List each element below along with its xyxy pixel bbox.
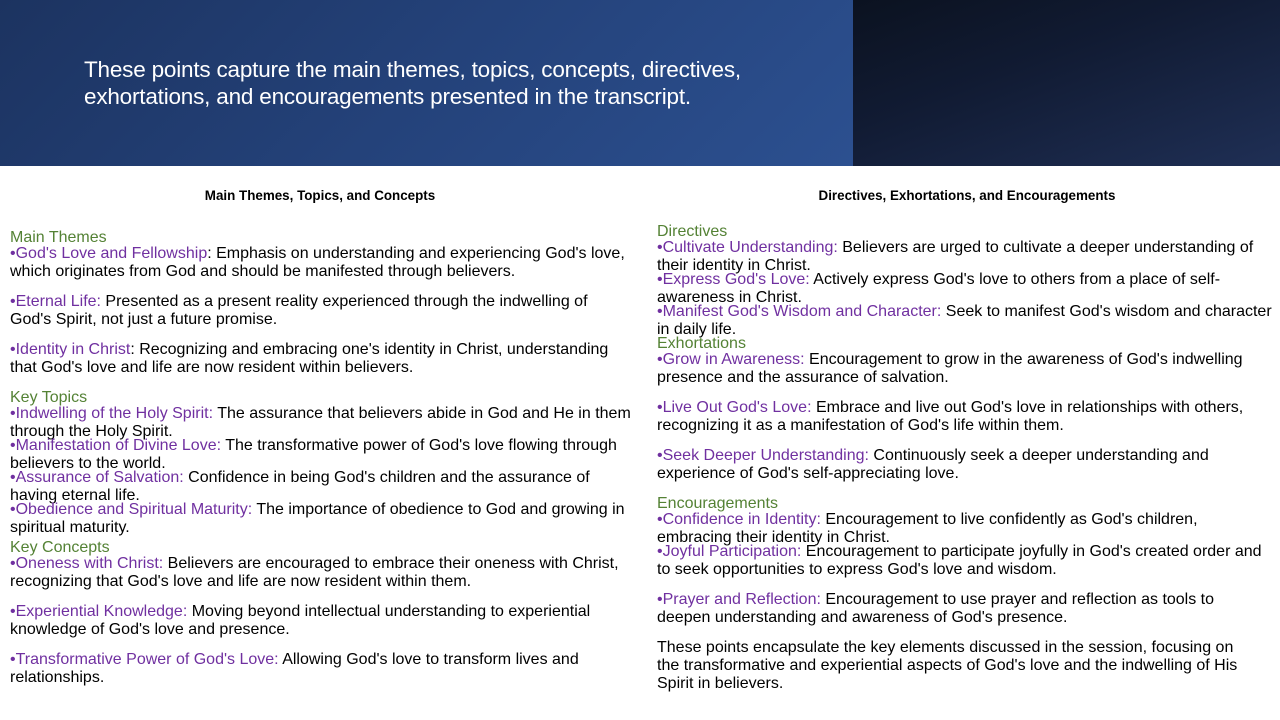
section-label-main-themes: Main Themes <box>10 229 107 246</box>
item-desc: Encouragement to participate joyfully in God's created order and to seek opportunities to express God's love and wisdom. <box>657 543 1262 578</box>
item-term: •Experiential Knowledge: <box>10 603 188 620</box>
list-item <box>10 437 640 473</box>
section-label-encouragements: Encouragements <box>657 495 778 512</box>
list-item <box>657 591 1257 627</box>
item-term: •Transformative Power of God's Love: <box>10 651 279 668</box>
list-item <box>657 239 1275 275</box>
item-desc: The assurance that believers abide in God and He in them through the Holy Spirit. <box>10 405 631 440</box>
list-item <box>10 501 640 537</box>
closing-paragraph: These points encapsulate the key elements discussed in the session, focusing on the transformative and experiential aspects of God's love and the indwelling of His Spirit in believers. <box>657 639 1238 692</box>
item-desc: : Recognizing and embracing one's identity in Christ, understanding that God's love and life are now resident within believers. <box>10 341 609 376</box>
item-desc: The importance of obedience to God and growing in spiritual maturity. <box>10 501 625 536</box>
list-item <box>10 405 640 441</box>
list-item <box>10 341 620 377</box>
item-desc: Presented as a present reality experienced through the indwelling of God's Spirit, not just a future promise. <box>10 293 588 328</box>
list-item <box>657 351 1275 387</box>
item-desc: Embrace and live out God's love in relationships with others, recognizing it as a manifestation of God's life within them. <box>657 399 1244 434</box>
item-desc: Encouragement to use prayer and reflection as tools to deepen understanding and awareness of God's presence. <box>657 591 1215 626</box>
list-item <box>657 543 1275 579</box>
item-term: •Manifestation of Divine Love: <box>10 437 222 454</box>
list-item <box>657 447 1257 483</box>
item-desc: Encouragement to grow in the awareness of God's indwelling presence and the assurance of salvation. <box>657 351 1243 386</box>
section-label-key-concepts: Key Concepts <box>10 539 110 556</box>
list-item <box>10 245 630 281</box>
list-item <box>657 303 1275 339</box>
list-item <box>10 469 640 505</box>
item-term: •Identity in Christ <box>10 341 131 358</box>
list-item <box>10 603 620 639</box>
item-desc: Seek to manifest God's wisdom and character in daily life. <box>657 303 1272 338</box>
item-desc: : Emphasis on understanding and experiencing God's love, which originates from God and should be manifested through believers. <box>10 245 625 280</box>
title-banner <box>0 0 1280 166</box>
section-label-exhortations: Exhortations <box>657 335 746 352</box>
item-term: •Indwelling of the Holy Spirit: <box>10 405 214 422</box>
item-term: •Manifest God's Wisdom and Character: <box>657 303 942 320</box>
item-desc: Believers are encouraged to embrace their oneness with Christ, recognizing that God's love and life are now resident within them. <box>10 555 619 590</box>
item-term: •Joyful Participation: <box>657 543 802 560</box>
item-desc: Actively express God's love to others from a place of self-awareness in Christ. <box>657 271 1221 306</box>
list-item <box>10 651 630 687</box>
item-term: •Obedience and Spiritual Maturity: <box>10 501 253 518</box>
item-term: •God's Love and Fellowship <box>10 245 208 262</box>
list-item <box>10 293 630 329</box>
item-term: •Eternal Life: <box>10 293 101 310</box>
item-desc: The transformative power of God's love flowing through believers to the world. <box>10 437 617 472</box>
item-desc: Allowing God's love to transform lives and relationships. <box>10 651 579 686</box>
item-term: •Assurance of Salvation: <box>10 469 184 486</box>
item-desc: Confidence in being God's children and the assurance of having eternal life. <box>10 469 590 504</box>
list-item <box>657 271 1275 307</box>
right-column-heading: Directives, Exhortations, and Encouragements <box>818 188 1116 203</box>
list-item <box>657 511 1275 547</box>
item-term: •Cultivate Understanding: <box>657 239 838 256</box>
item-term: •Grow in Awareness: <box>657 351 805 368</box>
left-column-heading: Main Themes, Topics, and Concepts <box>204 188 436 203</box>
item-term: •Confidence in Identity: <box>657 511 821 528</box>
item-term: •Seek Deeper Understanding: <box>657 447 869 464</box>
item-term: •Express God's Love: <box>657 271 810 288</box>
section-label-directives: Directives <box>657 223 728 240</box>
item-desc: Believers are urged to cultivate a deeper understanding of their identity in Christ. <box>657 239 1254 274</box>
item-term: •Live Out God's Love: <box>657 399 812 416</box>
item-desc: Encouragement to live confidently as God's children, embracing their identity in Christ. <box>657 511 1198 546</box>
slide-title: These points capture the main themes, topics, concepts, directives, exhortations, and encouragements presented in the transcript. <box>84 57 741 109</box>
item-desc: Continuously seek a deeper understanding and experience of God's self-appreciating love. <box>657 447 1209 482</box>
item-term: •Oneness with Christ: <box>10 555 164 572</box>
item-term: •Prayer and Reflection: <box>657 591 821 608</box>
banner-right-panel <box>853 0 1280 166</box>
list-item <box>10 555 620 591</box>
item-desc: Moving beyond intellectual understanding to experiential knowledge of God's love and presence. <box>10 603 591 638</box>
list-item <box>657 399 1257 435</box>
section-label-key-topics: Key Topics <box>10 389 88 406</box>
